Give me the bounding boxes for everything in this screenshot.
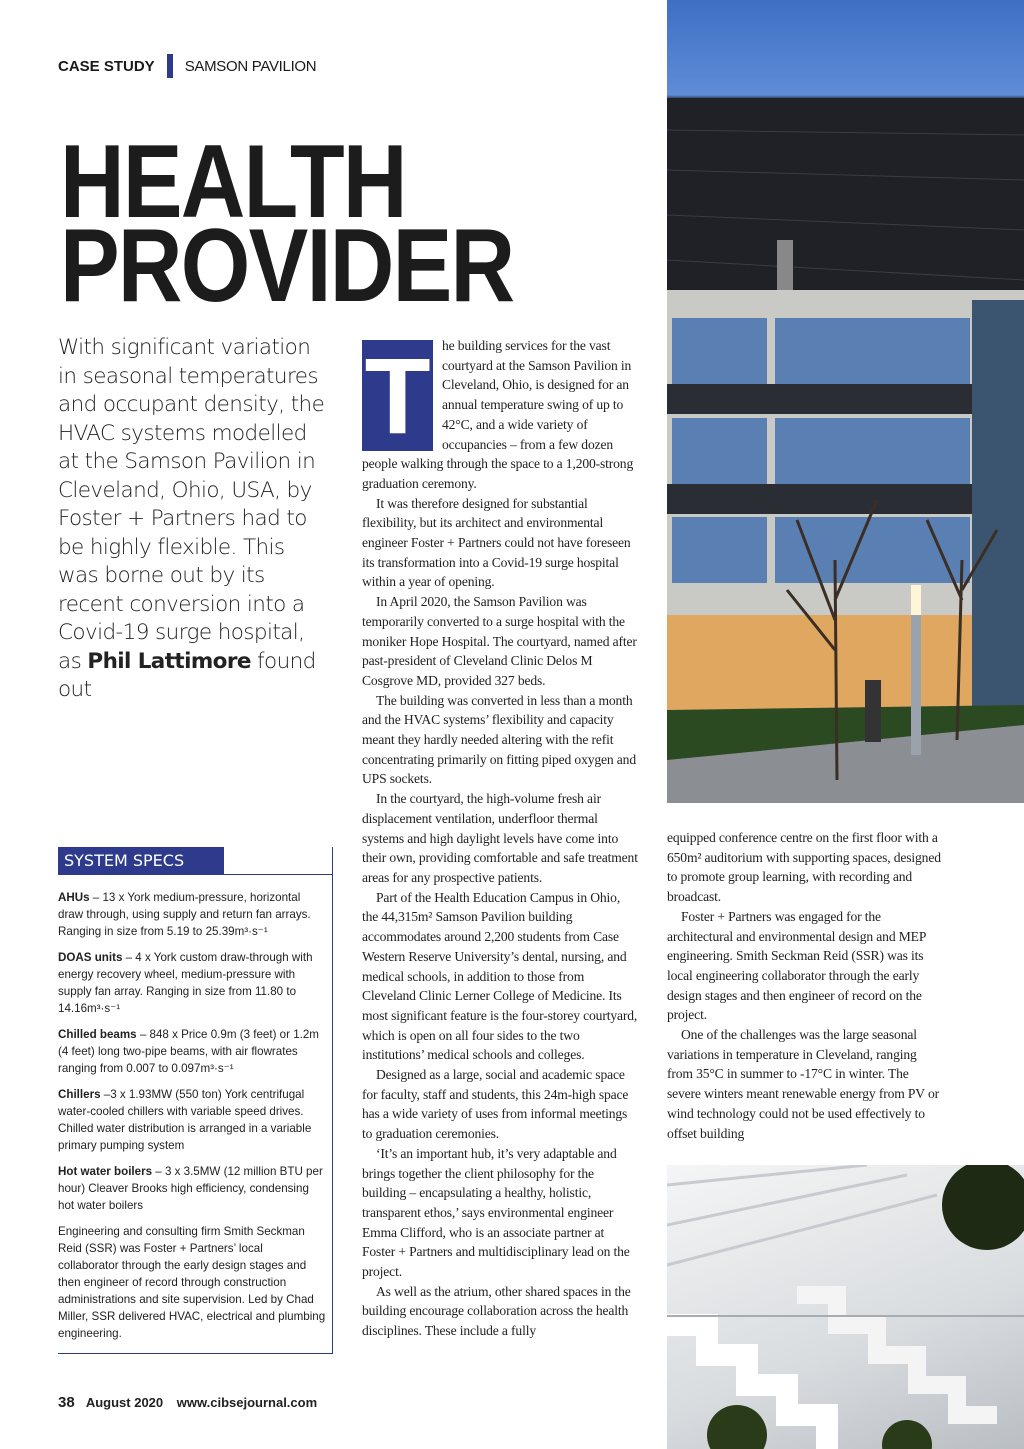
page-footer — [58, 1394, 327, 1411]
article-column-1 — [362, 336, 638, 1341]
standfirst — [58, 334, 328, 705]
paragraph: Part of the Health Education Campus in Ohio, the 44,315m² Samson Pavilion building accommodates around 2,200 students from Case Western Reserve University’s dental, nursing, and medical schools, in addition to those from Cleveland Clinic Lerner College of Medicine. Its most significant feature is the four-storey courtyard, which is open on all four sides to the two institutions’ medical schools and colleges. — [362, 889, 638, 1063]
paragraph: ‘It’s an important hub, it’s very adaptable and brings together the client philosophy for the building – encapsulating a healthy, holistic, transparent ethos,’ says environmental engineer Emma Clifford, who is an associate partner at Foster + Partners and multidisciplinary lead on the project. — [362, 1145, 630, 1280]
spec-label: AHUs — [58, 891, 90, 904]
website-link[interactable]: www.cibsejournal.com — [176, 1395, 318, 1410]
spec-text: – 13 x York medium-pressure, horizontal draw through, using supply and return fan arrays. Ranging in size from 5.19 to 25.39m³·s⁻¹ — [58, 891, 311, 938]
building-illustration — [667, 0, 1024, 803]
paragraph: equipped conference centre on the first floor with a 650m² auditorium with supporting spaces, designed to promote group learning, with recording and broadcast. — [667, 830, 941, 905]
spec-label: Chilled beams — [58, 1028, 137, 1041]
standfirst-text: With significant variation in seasonal temperatures and occupant density, the HVAC systems modelled at the Samson Pavilion in Cleveland, Ohio, USA, by Foster + Partners had to be highly flexible. This was borne out by its recent conversion into a Covid-19 surge hospital, as — [58, 335, 325, 674]
spec-label: Hot water boilers — [58, 1165, 153, 1178]
spec-text: – 848 x Price 0.9m (3 feet) or 1.2m (4 feet) long two-pipe beams, with air flowrates ranging from 0.007 to 0.097m³·s⁻¹ — [58, 1028, 319, 1075]
spec-text: –3 x 1.93MW (550 ton) York centrifugal water-cooled chillers with variable speed drives. Chilled water distribution is arranged in a variable primary pumping system — [58, 1088, 312, 1152]
spec-label: DOAS units — [58, 951, 123, 964]
specs-rule — [218, 874, 333, 875]
paragraph: One of the challenges was the large seasonal variations in temperature in Cleveland, ranging from 35°C in summer to -17°C in winter. The severe winters meant renewable energy from PV or wind technology could not be used effectively to offset building — [667, 1027, 940, 1141]
spec-text: – 3 x 3.5MW (12 million BTU per hour) Cleaver Brooks high efficiency, condensing hot water boilers — [58, 1165, 323, 1212]
specs-title: SYSTEM SPECS — [58, 847, 224, 875]
paragraph: As well as the atrium, other shared spaces in the building encourage collaboration across the health disciplines. These include a fully — [362, 1283, 631, 1339]
building-exterior-photo — [667, 0, 1024, 803]
issue-date: August 2020 — [85, 1395, 164, 1410]
spec-item — [58, 889, 326, 940]
article-column-2 — [667, 828, 945, 1143]
paragraph: The building was converted in less than a month and the HVAC systems’ flexibility and capacity meant they hardly needed altering with the refit concentrating primarily on fitting piped oxygen and UPS sockets. — [362, 692, 636, 787]
paragraph: Foster + Partners was engaged for the architectural and environmental design and MEP engineering. Smith Seckman Reid (SSR) was its local engineering collaborator through the early design stages and then engineer of record on the project. — [667, 908, 926, 1023]
spec-item — [58, 1086, 326, 1154]
standfirst-end: found out — [58, 648, 316, 702]
spec-label: Chillers — [58, 1088, 101, 1101]
spec-note: Engineering and consulting firm Smith Seckman Reid (SSR) was Foster + Partners’ local collaborator through the early design stages and then engineer of record through construction administrations and site supervision. Led by Chad Miller, SSR delivered HVAC, electrical and plumbing engineering. — [58, 1225, 326, 1340]
headline — [60, 124, 514, 324]
kicker-divider — [167, 54, 173, 78]
section-kicker — [58, 54, 316, 78]
paragraph: It was therefore designed for substantial flexibility, but its architect and environmental engineer Foster + Partners could not have foreseen its transformation into a Covid-19 surge hospital within a year of opening. — [362, 495, 631, 590]
spec-item — [58, 1163, 326, 1214]
atrium-staircase-photo — [667, 1165, 1024, 1449]
article-topic: SAMSON PAVILION — [184, 57, 317, 75]
spec-text: – 4 x York custom draw-through with energy recovery wheel, medium-pressure with supply fan array. Ranging in size from 11.80 to 14.16m³·s⁻¹ — [58, 951, 313, 1015]
atrium-illustration — [667, 1165, 1024, 1449]
paragraph: In April 2020, the Samson Pavilion was temporarily converted to a surge hospital with the moniker Hope Hospital. The courtyard, named after past-president of Cleveland Clinic Delos M Cosgrove MD, provided 327 beds. — [362, 594, 637, 688]
paragraph: he building services for the vast courtyard at the Samson Pavilion in Cleveland, Ohio, is designed for an annual temperature swing of up to 42°C, and a wide variety of occupancies – from a few dozen people walking through the space to a 1,200-strong graduation ceremony. — [362, 338, 634, 491]
headline-line-2: PROVIDER — [60, 208, 514, 324]
section-label: CASE STUDY — [58, 57, 155, 75]
drop-cap: T — [362, 340, 433, 451]
paragraph: In the courtyard, the high-volume fresh air displacement ventilation, underfloor thermal systems and high daylight levels have come into their own, providing comfortable and safe treatment areas for any prospective patients. — [362, 791, 638, 885]
author-name: Phil Lattimore — [87, 648, 251, 674]
spec-item — [58, 1026, 326, 1077]
headline-line-1: HEALTH — [60, 124, 406, 240]
page-number: 38 — [58, 1394, 75, 1411]
system-specs-box — [58, 847, 333, 1354]
spec-item — [58, 949, 326, 1017]
paragraph: Designed as a large, social and academic space for faculty, staff and students, this 24m-high space has a wide variety of uses from informal meetings to graduation ceremonies. — [362, 1067, 629, 1142]
